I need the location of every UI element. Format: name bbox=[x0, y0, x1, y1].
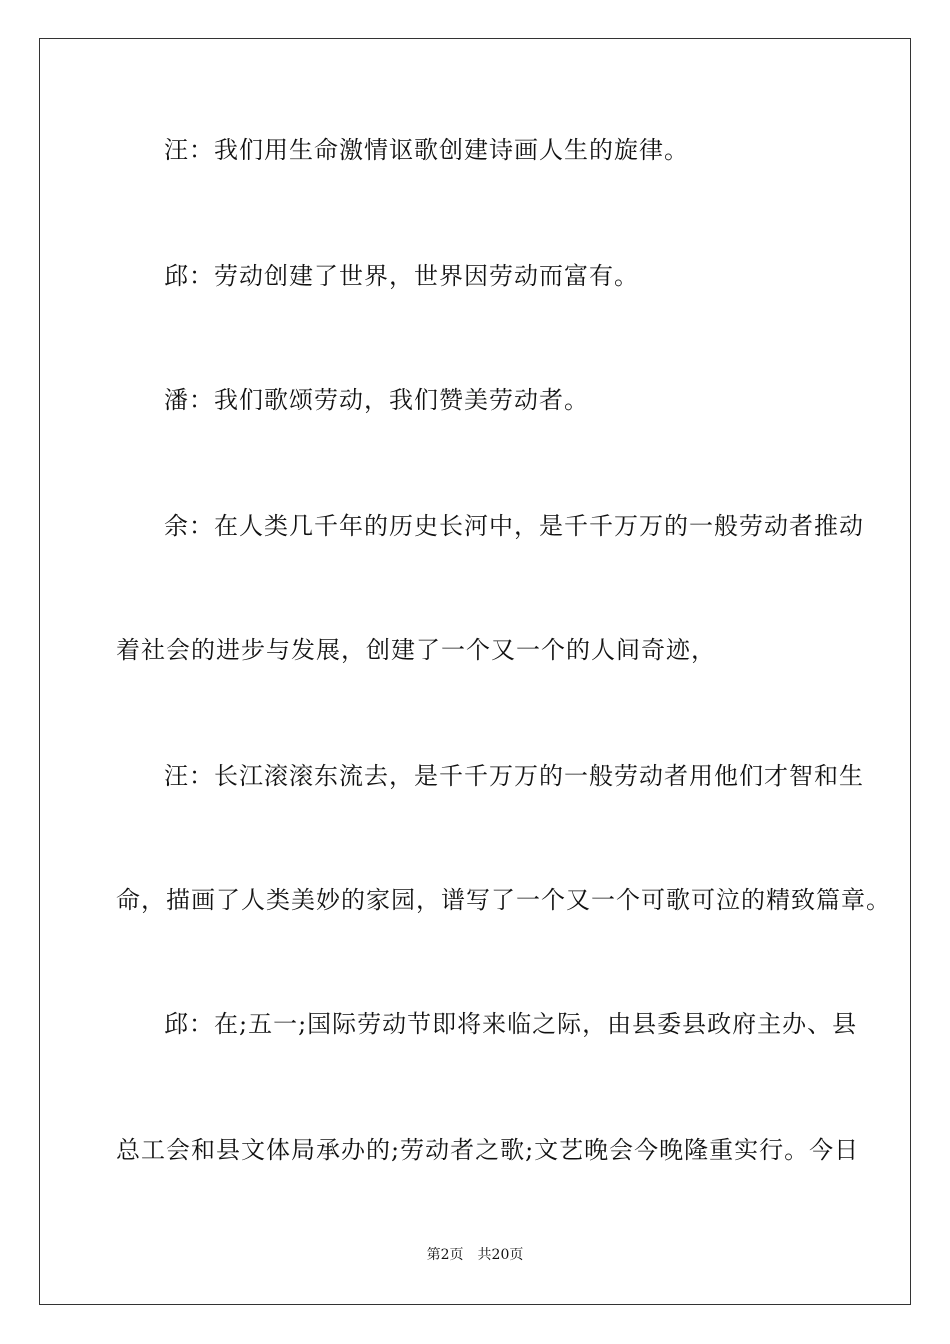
paragraph-line: 汪：我们用生命激情讴歌创建诗画人生的旋律。 bbox=[164, 136, 689, 164]
paragraph-line: 邱：在;五一;国际劳动节即将来临之际，由县委县政府主办、县 bbox=[164, 1010, 858, 1038]
page-border bbox=[39, 38, 911, 1305]
page-number: 第2页 bbox=[426, 1247, 464, 1263]
paragraph-line: 潘：我们歌颂劳动，我们赞美劳动者。 bbox=[164, 386, 589, 414]
paragraph-line: 邱：劳动创建了世界，世界因劳动而富有。 bbox=[164, 262, 639, 290]
page-footer bbox=[0, 1245, 950, 1265]
paragraph-line: 着社会的进步与发展，创建了一个又一个的人间奇迹， bbox=[116, 636, 716, 664]
paragraph-line: 汪：长江滚滚东流去，是千千万万的一般劳动者用他们才智和生 bbox=[164, 762, 864, 790]
page-total: 共20页 bbox=[477, 1247, 524, 1263]
paragraph-line: 余：在人类几千年的历史长河中，是千千万万的一般劳动者推动 bbox=[164, 512, 864, 540]
paragraph-line: 命，描画了人类美妙的家园，谱写了一个又一个可歌可泣的精致篇章。 bbox=[116, 886, 891, 914]
paragraph-line: 总工会和县文体局承办的;劳动者之歌;文艺晚会今晚隆重实行。今日 bbox=[116, 1136, 860, 1164]
